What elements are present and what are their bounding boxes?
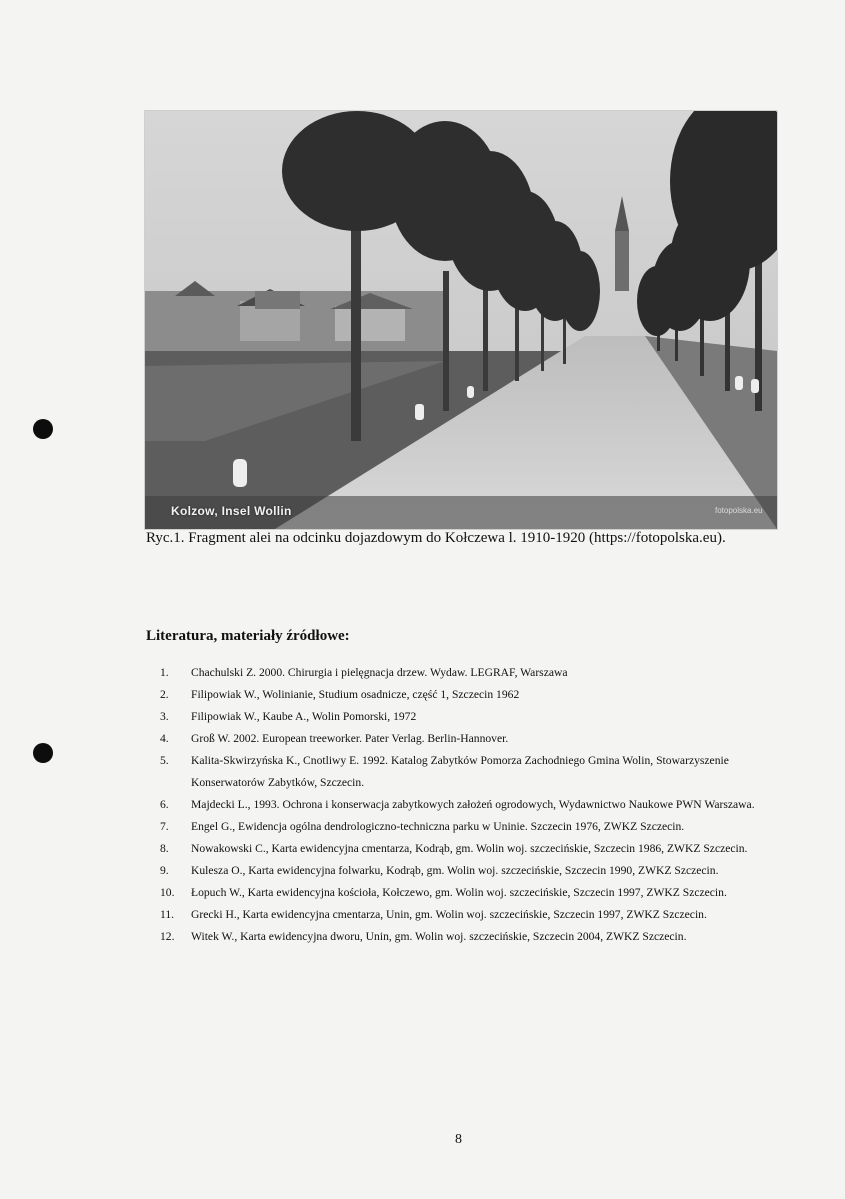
reference-number: 1. [160, 666, 169, 679]
reference-number: 3. [160, 710, 169, 723]
punch-hole [33, 419, 53, 439]
reference-number: 8. [160, 842, 169, 855]
reference-text: Groß W. 2002. European treeworker. Pater Verlag. Berlin-Hannover. [191, 732, 509, 745]
reference-text: Kulesza O., Karta ewidencyjna folwarku, Kodrąb, gm. Wolin woj. szczecińskie, Szczecin 1990, ZWKZ Szczecin. [191, 864, 719, 877]
reference-number: 10. [160, 886, 175, 899]
reference-text: Majdecki L., 1993. Ochrona i konserwacja zabytkowych założeń ogrodowych, Wydawnictwo Naukowe PWN Warszawa. [191, 798, 755, 811]
photo-overlay-caption: Kolzow, Insel Wollin [171, 504, 292, 518]
reference-item [160, 904, 780, 926]
reference-item [160, 816, 780, 838]
reference-item [160, 662, 780, 684]
reference-item [160, 794, 780, 816]
punch-hole [33, 743, 53, 763]
reference-text: Filipowiak W., Kaube A., Wolin Pomorski, 1972 [191, 710, 417, 723]
historical-photo [144, 110, 778, 530]
page-number: 8 [455, 1132, 462, 1147]
reference-item [160, 706, 780, 728]
reference-number: 6. [160, 798, 169, 811]
reference-number: 7. [160, 820, 169, 833]
reference-text: Kalita-Skwirzyńska K., Cnotliwy E. 1992. Katalog Zabytków Pomorza Zachodniego Gmina Wolin, Stowarzyszenie Konserwatorów Zabytków, Szczecin. [191, 754, 729, 789]
reference-number: 4. [160, 732, 169, 745]
reference-item [160, 684, 780, 706]
reference-item [160, 838, 780, 860]
reference-number: 2. [160, 688, 169, 701]
reference-text: Nowakowski C., Karta ewidencyjna cmentarza, Kodrąb, gm. Wolin woj. szczecińskie, Szczecin 1986, ZWKZ Szczecin. [191, 842, 748, 855]
reference-item [160, 750, 780, 794]
section-title: Literatura, materiały źródłowe: [146, 628, 350, 644]
reference-text: Engel G., Ewidencja ogólna dendrologiczno-techniczna parku w Uninie. Szczecin 1976, ZWKZ Szczecin. [191, 820, 685, 833]
reference-text: Filipowiak W., Wolinianie, Studium osadnicze, część 1, Szczecin 1962 [191, 688, 520, 701]
reference-text: Chachulski Z. 2000. Chirurgia i pielęgnacja drzew. Wydaw. LEGRAF, Warszawa [191, 666, 568, 679]
reference-item [160, 860, 780, 882]
figure-caption: Ryc.1. Fragment alei na odcinku dojazdowym do Kołczewa l. 1910-1920 (https://fotopolska.eu). [146, 530, 726, 546]
reference-text: Grecki H., Karta ewidencyjna cmentarza, Unin, gm. Wolin woj. szczecińskie, Szczecin 1997, ZWKZ Szczecin. [191, 908, 707, 921]
reference-number: 11. [160, 908, 175, 921]
reference-text: Łopuch W., Karta ewidencyjna kościoła, Kołczewo, gm. Wolin woj. szczecińskie, Szczecin 1997, ZWKZ Szczecin. [191, 886, 727, 899]
reference-number: 12. [160, 930, 175, 943]
reference-text: Witek W., Karta ewidencyjna dworu, Unin, gm. Wolin woj. szczecińskie, Szczecin 2004, ZWKZ Szczecin. [191, 930, 687, 943]
reference-item [160, 728, 780, 750]
reference-item [160, 882, 780, 904]
reference-number: 5. [160, 754, 169, 767]
reference-item [160, 926, 780, 948]
reference-list [160, 662, 780, 948]
photo-watermark: fotopolska.eu [715, 506, 763, 515]
reference-number: 9. [160, 864, 169, 877]
